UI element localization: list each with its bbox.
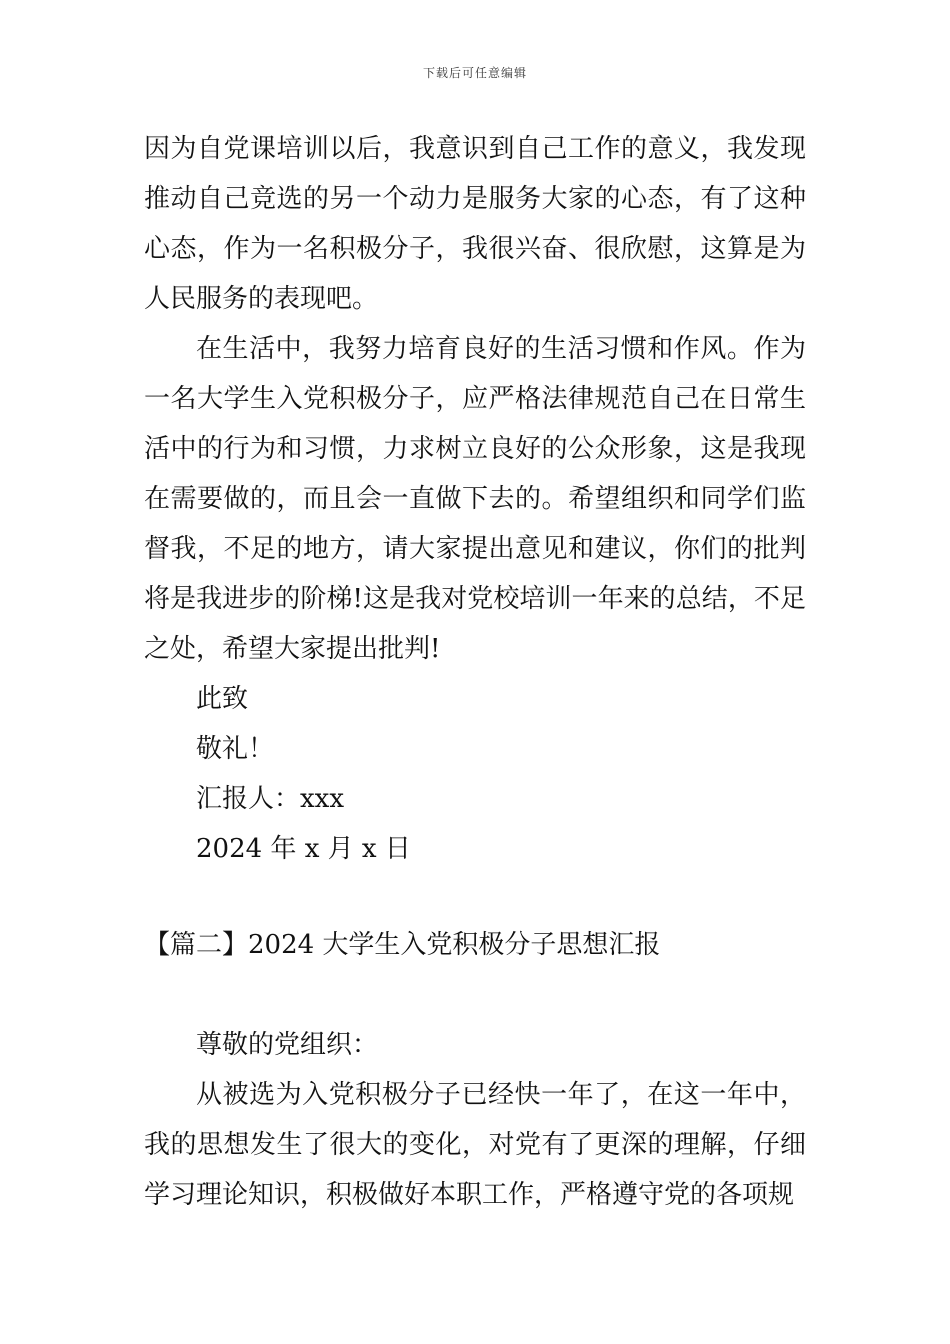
page-header-note: 下载后可任意编辑 xyxy=(422,66,527,80)
reporter-line: 汇报人：xxx xyxy=(196,784,344,814)
date-line: 2024 年 x 月 x 日 xyxy=(196,834,411,864)
closing-line-2: 敬礼！ xyxy=(196,734,275,764)
paragraph-2: 在生活中，我努力培育良好的生活习惯和作风。作为一名大学生入党积极分子，应严格法律规范自己在日常生活中的行为和习惯，力求树立良好的公众形象，这是我现在需要做的，而且会一直做下去的。希望组织和同学们监督我，不足的地方，请大家提出意见和建议，你们的批判将是我进步的阶梯!这是我对党校培训一年来的总结，不足之处，希望大家提出批判! xyxy=(144,334,806,664)
section-title: 【篇二】2024 大学生入党积极分子思想汇报 xyxy=(144,930,661,960)
paragraph-3: 从被选为入党积极分子已经快一年了，在这一年中，我的思想发生了很大的变化，对党有了更深的理解，仔细学习理论知识，积极做好本职工作，严格遵守党的各项规 xyxy=(144,1080,806,1210)
closing-line-1: 此致 xyxy=(196,684,249,714)
document-body xyxy=(144,124,806,1220)
paragraph-1: 因为自党课培训以后，我意识到自己工作的意义，我发现推动自己竞选的另一个动力是服务大家的心态，有了这种心态，作为一名积极分子，我很兴奋、很欣慰，这算是为人民服务的表现吧。 xyxy=(144,134,806,314)
salutation-line: 尊敬的党组织： xyxy=(196,1030,379,1060)
